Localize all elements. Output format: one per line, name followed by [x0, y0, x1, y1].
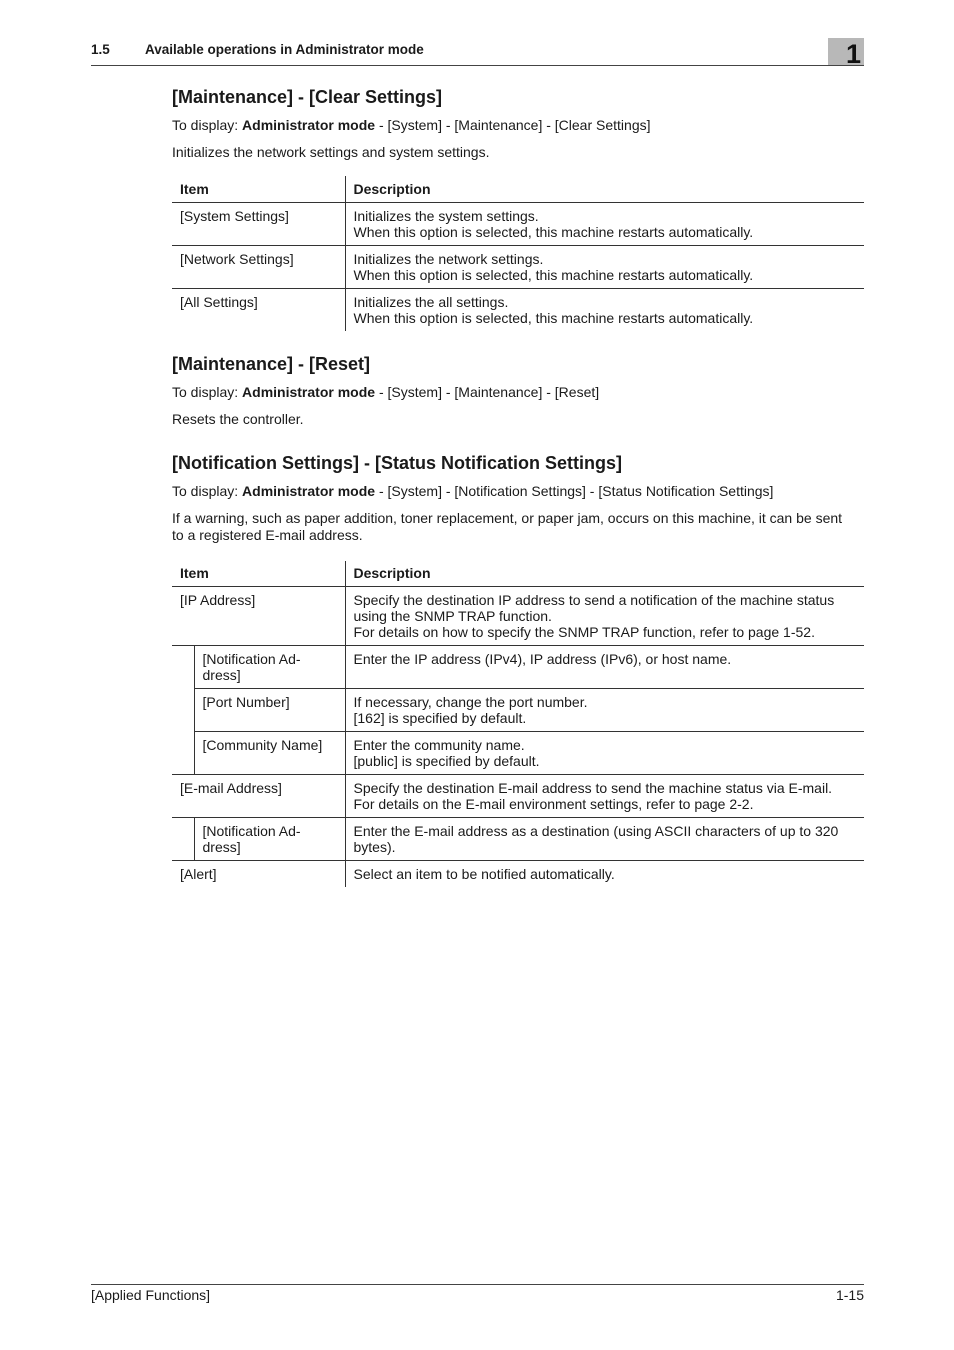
- table-row: [172, 818, 864, 861]
- column-header-description: Description: [345, 561, 864, 587]
- indent-cell: [172, 732, 194, 775]
- clear-settings-display-path: To display: Administrator mode - [System] - [Maintenance] - [Clear Settings]: [172, 117, 651, 133]
- notification-description: If a warning, such as paper addition, toner replacement, or paper jam, occurs on this machine, it can be sent to a registered E-mail address.: [172, 509, 843, 543]
- notification-display-path: To display: Administrator mode - [System] - [Notification Settings] - [Status Notification Settings]: [172, 482, 774, 499]
- row-item: [Notification Ad- dress]: [194, 818, 345, 861]
- row-item: [Notification Ad- dress]: [194, 646, 345, 689]
- main-content: [172, 86, 864, 887]
- notification-heading: [Notification Settings] - [Status Notification Settings]: [172, 452, 622, 473]
- row-description: Enter the community name. [public] is specified by default.: [345, 732, 864, 775]
- section-number: 1.5: [91, 42, 110, 57]
- row-description: Specify the destination E-mail address to send the machine status via E-mail. For details on the E-mail environment settings, refer to page 2-2.: [345, 775, 864, 818]
- page-number: 1-15: [835, 1287, 864, 1303]
- table-row: [172, 245, 864, 288]
- row-item: [IP Address]: [172, 587, 345, 646]
- reset-display-path: To display: Administrator mode - [System] - [Maintenance] - [Reset]: [172, 383, 600, 400]
- row-description: Initializes the network settings. When this option is selected, this machine restarts automatically.: [345, 245, 864, 288]
- row-description: Initializes the all settings. When this option is selected, this machine restarts automatically.: [353, 293, 754, 326]
- table-row: [172, 775, 864, 818]
- indent-cell: [172, 646, 194, 689]
- reset-heading: [Maintenance] - [Reset]: [172, 353, 371, 374]
- table-row: [172, 861, 864, 888]
- table-row: [172, 587, 864, 646]
- reset-description: Resets the controller.: [172, 410, 304, 427]
- column-header-item: Item: [172, 561, 345, 587]
- row-item: [Port Number]: [194, 689, 345, 732]
- footer-title: [Applied Functions]: [91, 1287, 211, 1303]
- table-header-row: [172, 176, 864, 202]
- row-item: [E-mail Address]: [172, 775, 345, 818]
- table-row: [172, 732, 864, 775]
- row-item: [Network Settings]: [172, 245, 345, 288]
- row-description: Select an item to be notified automatically.: [353, 866, 615, 882]
- table-row: [172, 646, 864, 689]
- row-item: [All Settings]: [172, 288, 345, 331]
- chapter-number: 1: [845, 39, 861, 69]
- table-header-row: [172, 561, 864, 587]
- column-header-item: Item: [172, 176, 345, 202]
- row-item: [System Settings]: [172, 202, 345, 245]
- row-item: [Community Name]: [194, 732, 345, 775]
- indent-cell: [172, 689, 194, 732]
- row-description: Enter the E-mail address as a destination (using ASCII characters of up to 320 bytes).: [345, 818, 864, 861]
- table-row: [172, 288, 864, 331]
- notification-table: [172, 561, 864, 888]
- clear-settings-table: [172, 176, 864, 331]
- chapter-tab: [828, 38, 864, 69]
- clear-settings-description: Initializes the network settings and system settings.: [172, 144, 490, 160]
- row-description: Specify the destination IP address to send a notification of the machine status using the SNMP TRAP function. For details on how to specify the SNMP TRAP function, refer to page 1-52.: [345, 587, 864, 646]
- section-title: Available operations in Administrator mode: [145, 42, 424, 57]
- indent-cell: [172, 818, 194, 861]
- table-row: [172, 689, 864, 732]
- page-footer: [91, 1284, 864, 1303]
- clear-settings-heading: [Maintenance] - [Clear Settings]: [172, 87, 443, 107]
- page-header: [91, 38, 864, 69]
- table-row: [172, 202, 864, 245]
- row-description: Initializes the system settings. When this option is selected, this machine restarts automatically.: [345, 202, 864, 245]
- row-item: [Alert]: [172, 861, 345, 888]
- row-description: Enter the IP address (IPv4), IP address (IPv6), or host name.: [345, 646, 864, 689]
- row-description: If necessary, change the port number. [162] is specified by default.: [345, 689, 864, 732]
- column-header-description: Description: [345, 176, 864, 202]
